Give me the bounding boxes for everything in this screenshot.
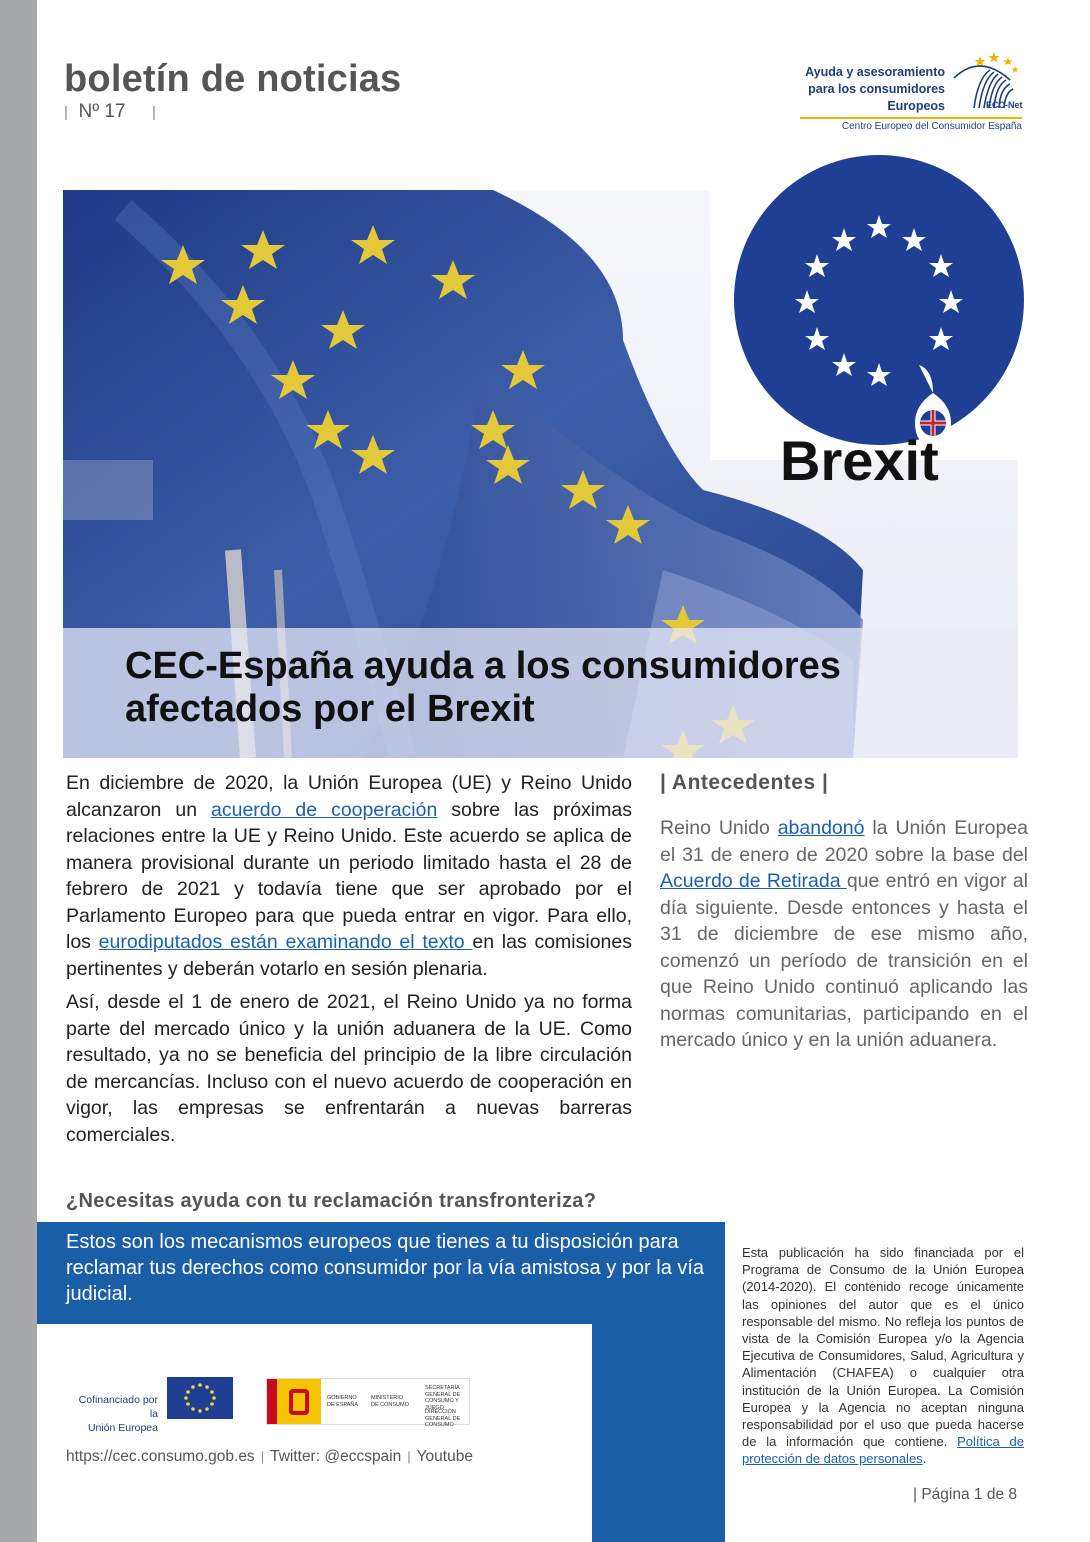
background-paragraph: [660, 815, 1028, 1054]
mechanisms-text: Estos son los mecanismos europeos que tienes a tu disposición para reclamar tus derechos como consumidor por la vía amistosa y por la vía judicial.: [66, 1231, 705, 1305]
left-eu-link[interactable]: abandonó: [777, 817, 865, 839]
article-text: sobre las próximas relaciones entre la UE y Reino Unido. Este acuerdo se aplica de manera provisional durante un periodo limitado hasta el 28 de febrero de 2021 y todavía tiene que ser aprobado por el Parlamento Europeo para que pueda entrar en vigor. Para ello, los: [66, 798, 632, 953]
footer-separator: |: [407, 1449, 411, 1464]
help-question: ¿Necesitas ayuda con tu reclamación transfronteriza?: [66, 1190, 597, 1212]
logo-divider: [800, 117, 1022, 119]
ecc-net-label: ECC-Net: [986, 100, 1023, 110]
background-text: Reino Unido: [660, 817, 778, 839]
background-heading: | Antecedentes |: [660, 771, 829, 794]
spain-coat-of-arms-icon: [267, 1379, 321, 1424]
background-body: [660, 815, 1028, 1054]
cofinanced-label: [70, 1393, 158, 1435]
article-text: en las comisiones pertinentes y deberán votarlo en sesión plenaria.: [66, 931, 632, 980]
issue-number: [64, 101, 156, 123]
eu-flag-logo: [167, 1377, 233, 1419]
article-text: En diciembre de 2020, la Unión Europea (UE) y Reino Unido alcanzaron un: [66, 772, 632, 821]
cooperation-agreement-link[interactable]: acuerdo de cooperación: [211, 798, 438, 821]
footer-links: [66, 1448, 473, 1466]
directorate-label: DIRECCIÓN GENERAL DE CONSUMO: [425, 1409, 461, 1428]
ministry-label: MINISTERIO DE CONSUMO: [371, 1395, 409, 1408]
gov-label: GOBIERNO DE ESPAÑA: [327, 1395, 359, 1408]
eu-stars-icon: [167, 1377, 233, 1419]
headline-line-2: afectados por el Brexit: [125, 688, 535, 730]
cofin-line-2: Unión Europea: [87, 1422, 158, 1434]
article-paragraph-1: [66, 770, 632, 982]
brexit-label: Brexit: [780, 429, 939, 492]
logo-line-1: Ayuda y asesoramiento: [805, 65, 945, 79]
logo-line-3: Europeos: [887, 99, 945, 113]
background-text: la Unión Europea el 31 de enero de 2020 sobre la base del: [660, 817, 1029, 866]
disclaimer-end: .: [922, 1451, 927, 1467]
secretariat-label: SECRETARÍA GENERAL DE CONSUMO Y JUEGO: [425, 1385, 461, 1411]
twitter-link[interactable]: Twitter: @eccspain: [270, 1448, 402, 1465]
ecc-logo-text: [770, 64, 945, 115]
website-link[interactable]: https://cec.consumo.gob.es: [66, 1448, 255, 1465]
disclaimer-text: Esta publicación ha sido financiada por el Programa de Consumo de la Unión Europea (2014-2020). El contenido recoge únicamente las opiniones del autor que es el único responsable del mismo. No refleja los puntos de vista de la Comisión Europea y/o la Agencia Ejecutiva de Consumidores, Salud, Agricultura y Alimentación (CHAFEA) o cualquier otra institución de la Unión Europea. La Comisión Europea y la Agencia no aceptan ninguna responsabilidad por el uso que pueda hacerse de la información que contiene.: [742, 1245, 1024, 1450]
logo-subtitle: Centro Europeo del Consumidor España: [841, 121, 1022, 132]
footer-separator: |: [260, 1449, 265, 1464]
left-margin-bar: [0, 0, 37, 1542]
article-paragraph-2: Así, desde el 1 de enero de 2021, el Reino Unido ya no forma parte del mercado único y la unión aduanera de la UE. Como resultado, ya no se beneficia del principio de la libre circulación de mercancías. Incluso con el nuevo acuerdo de cooperación en vigor, las empresas se enfrentarán a nuevas barreras comerciales.: [66, 991, 632, 1146]
article-body: [66, 770, 632, 1155]
cofin-line-1: Cofinanciado por la: [78, 1394, 158, 1420]
issue-label: Nº 17: [78, 101, 126, 122]
privacy-policy-link[interactable]: Política de protección de datos personales: [742, 1434, 1024, 1467]
newsletter-title: boletín de noticias: [64, 58, 402, 100]
issue-separator: |: [64, 104, 68, 121]
background-text: que entró en vigor al día siguiente. Desde entonces y hasta el 31 de diciembre de ese mismo año, comenzó un período de transición en el que Reino Unido continuó aplicando las normas comunitarias, participando en el mercado único y en la unión aduanera.: [660, 870, 1028, 1051]
spanish-government-logo: [266, 1378, 470, 1428]
funding-disclaimer: [742, 1244, 1024, 1468]
page-number: | Página 1 de 8: [913, 1486, 1017, 1503]
meps-review-link[interactable]: eurodiputados están examinando el texto: [98, 931, 473, 953]
issue-separator-end: |: [151, 104, 156, 121]
main-headline: [125, 645, 995, 731]
logo-line-2: para los consumidores: [808, 82, 945, 96]
youtube-link[interactable]: Youtube: [416, 1448, 473, 1465]
headline-line-1: CEC-España ayuda a los consumidores: [125, 645, 841, 687]
brexit-badge: [733, 155, 1025, 445]
withdrawal-agreement-link[interactable]: Acuerdo de Retirada: [660, 870, 847, 892]
